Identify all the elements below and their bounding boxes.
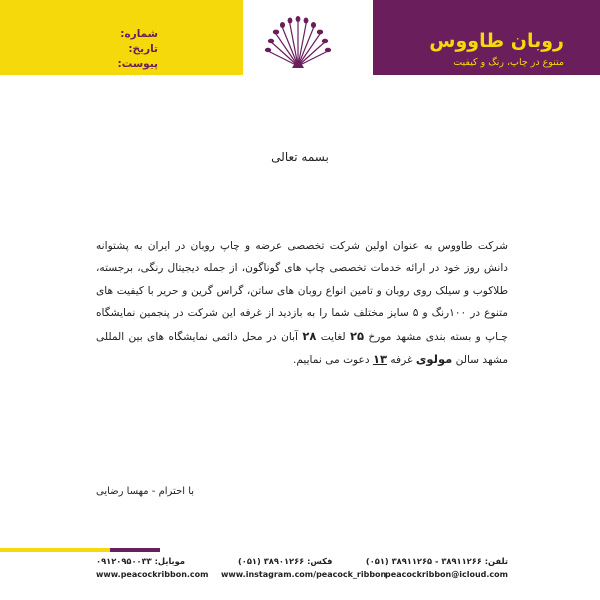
- footer-email-link[interactable]: peacockribbon@icloud.com: [385, 570, 508, 579]
- date-to-text: لغایت: [320, 330, 346, 343]
- number-label: شماره:: [120, 28, 158, 40]
- signature: با احترام - مهسا رضایی: [96, 486, 195, 497]
- brand-name: روبان طاووس: [429, 30, 564, 52]
- footer-fax: فکس: ۳۸۹۰۱۲۶۶ (۰۵۱): [238, 556, 333, 566]
- closing-text: دعوت می نماییم.: [292, 354, 370, 367]
- footer-accent-yellow: [0, 548, 110, 552]
- attachment-label: پیوست:: [117, 58, 158, 70]
- letter-body: [96, 235, 508, 371]
- peacock-feather-fan-icon: [262, 16, 334, 72]
- footer-phone: تلفن: ۳۸۹۱۱۲۶۶ - ۳۸۹۱۱۲۶۵ (۰۵۱): [365, 556, 508, 566]
- footer-instagram-link[interactable]: www.instagram.com/peacock_ribbon: [221, 570, 387, 579]
- letterhead-header: [0, 0, 600, 75]
- footer-accent-bar: [0, 548, 160, 552]
- body-intro: شرکت طاووس به عنوان اولین شرکت تخصصی عرضه و چاپ روبان در ایران به پشتوانه دانش روز خود در ارائه خدمات تخصصی چاپ های گوناگون، از جمله دیجیتال رنگی، برجسته، طلاکوب و سیلک روی روبان و تامین انواع روبان های ساتن، گراس گرین و حریر با کیفیت های متنوع در ۱۰۰رنگ و ۵ سایز مختلف شما را به بازدید از غرفه این شرکت در پنجمین نمایشگاه چـاپ و بسته بندی مشهد مورخ: [96, 240, 508, 343]
- footer-web-links: [96, 570, 508, 582]
- hall-name: مولوی: [415, 352, 453, 367]
- brand-tagline: متنوع در چاپ، رنگ و کیفیت: [453, 57, 564, 68]
- footer-website-link[interactable]: www.peacockribbon.com: [96, 570, 209, 579]
- footer-mobile: موبایل: ۰۹۱۲۰۹۵۰۰۳۳: [96, 556, 186, 566]
- letter-meta-fields: [96, 27, 158, 72]
- date-label: تاریخ:: [128, 43, 158, 55]
- booth-number: ۱۳: [372, 352, 387, 367]
- date-from: ۲۵: [349, 328, 365, 343]
- footer-contact-numbers: [96, 556, 508, 568]
- date-to: ۲۸: [302, 328, 317, 343]
- letter-paragraph: [96, 235, 508, 371]
- footer-accent-purple: [110, 548, 160, 552]
- booth-label: غرفه: [390, 354, 413, 367]
- after-dates: آبان در محل دائمی نمایشگاه های بین المللی مشهد سالن: [96, 330, 508, 367]
- salutation: بسمه تعالی: [271, 150, 329, 164]
